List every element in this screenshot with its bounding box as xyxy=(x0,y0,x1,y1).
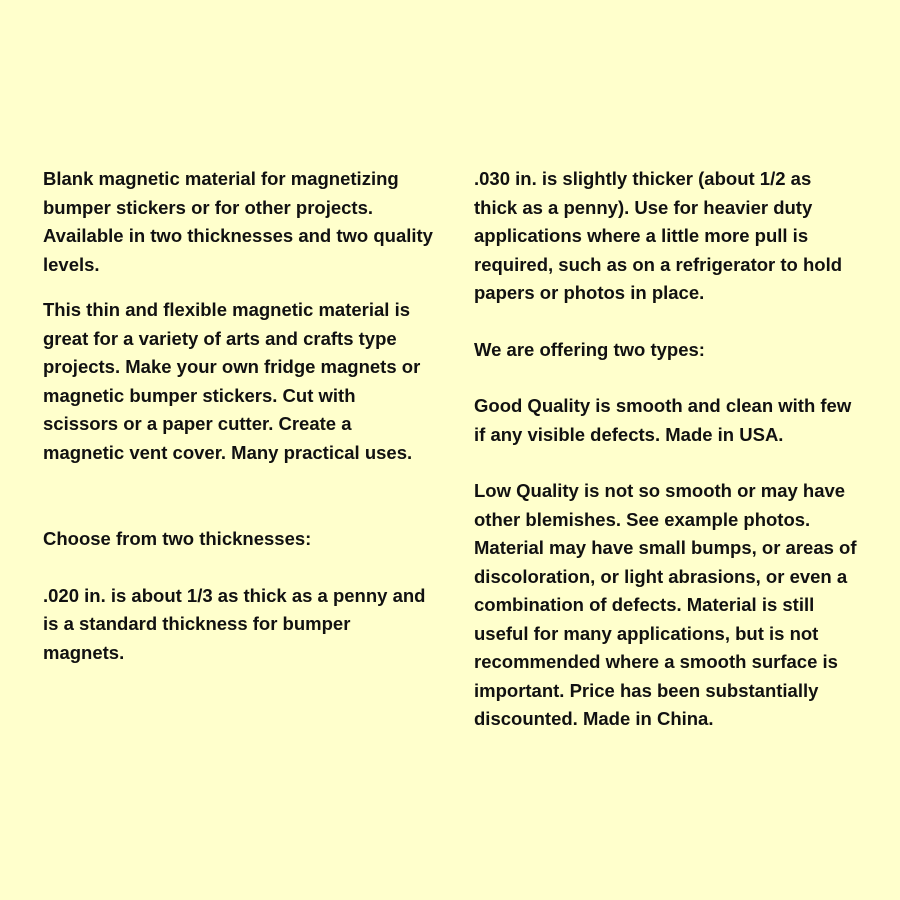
intro-paragraph: Blank magnetic material for magnetizing bumper stickers or for other projects. Available in two thicknesses and two quality levels. xyxy=(43,168,433,275)
thickness-heading: Choose from two thicknesses: xyxy=(43,528,312,549)
low-quality-paragraph: Low Quality is not so smooth or may have other blemishes. See example photos. Material may have small bumps, or areas of discoloration, or light abrasions, or even a combination of defects. Material is still useful for many applications, but is not recommended where a smooth surface is important. Price has been substantially discounted. Made in China. xyxy=(474,480,857,729)
types-heading: We are offering two types: xyxy=(474,338,705,360)
right-column xyxy=(474,165,874,734)
good-quality-paragraph: Good Quality is smooth and clean with few if any visible defects. Made in USA. xyxy=(474,395,852,445)
left-column xyxy=(43,165,443,667)
description-paragraph: This thin and flexible magnetic material is great for a variety of arts and crafts type projects. Make your own fridge magnets or magnetic bumper stickers. Cut with scissors or a paper cutter. Create a magnetic vent cover. Many practical uses. xyxy=(43,299,421,463)
thickness-020-paragraph: .020 in. is about 1/3 as thick as a penny and is a standard thickness for bumper magnets. xyxy=(43,584,426,663)
thickness-030-paragraph: .030 in. is slightly thicker (about 1/2 as thick as a penny). Use for heavier duty applications where a little more pull is required, such as on a refrigerator to hold papers or photos in place. xyxy=(474,168,843,303)
